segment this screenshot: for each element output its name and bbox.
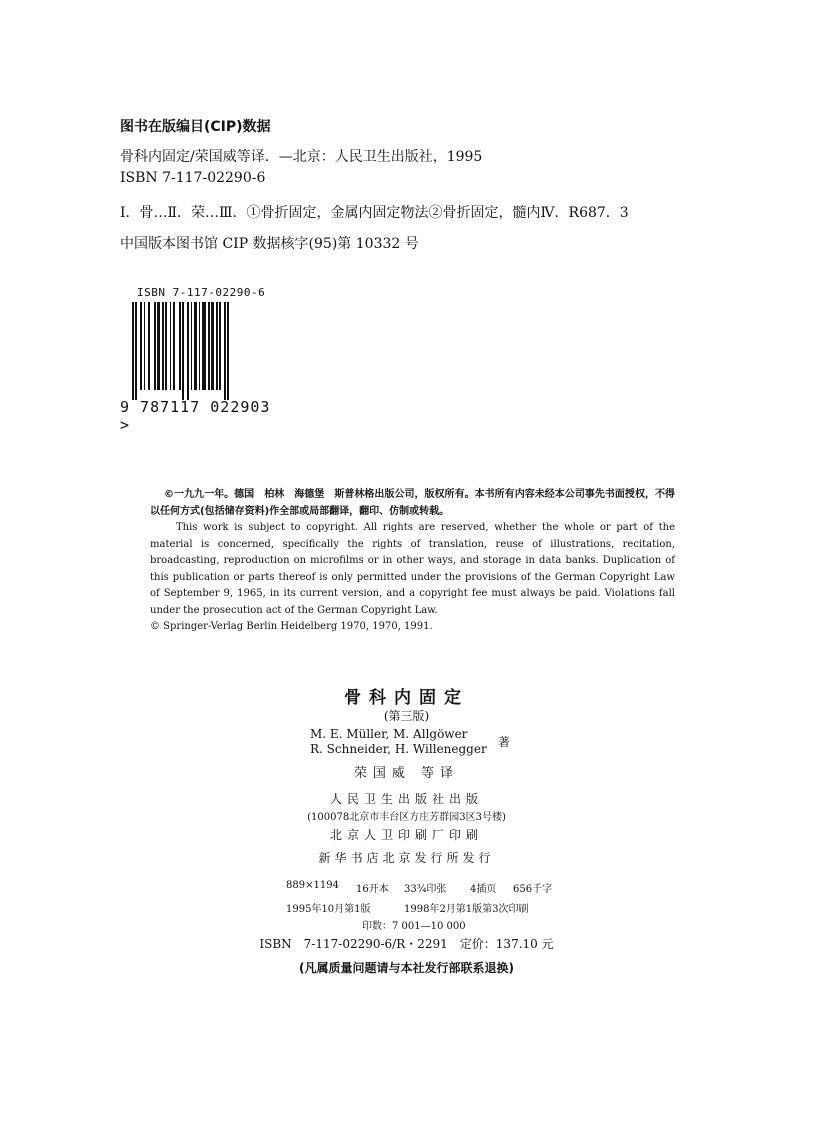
spec-sheets: 33¾印张 [404, 884, 447, 895]
edition-label: (第三版) [383, 709, 430, 723]
copyright-springer: © Springer-Verlag Berlin Heidelberg 1970, 1970, 1991. [150, 621, 433, 632]
authors-line-1: M. E. Müller, M. Allgöwer [310, 727, 468, 741]
spec-format: 889×1194 [286, 880, 339, 891]
authors-line-2: R. Schneider, H. Willenegger [310, 742, 487, 756]
publisher-address: (100078北京市丰台区方庄芳群园3区3号楼) [307, 812, 506, 823]
barcode-isbn-label: ISBN 7-117-02290-6 [137, 286, 266, 299]
spec-words: 656千字 [513, 884, 553, 895]
barcode-bars [132, 302, 282, 400]
printing-date: 1998年2月第1版第3次印刷 [404, 904, 529, 915]
copyright-block [150, 487, 675, 636]
spec-size: 16开本 [356, 884, 389, 895]
cip-isbn-line: ISBN 7-117-02290-6 [120, 170, 266, 186]
copyright-english: This work is subject to copyright. All rights are reserved, whether the whole or part of the material is concerned, specifically the rights of translation, reuse of illustrations, recitation, broadcasting, reproduction on microfilms or in other ways, and storage in data banks. Duplication of this publication or parts thereof is only permitted under the provisions of the German Copyright Law of September 9, 1965, in its current version, and a copyright fee must always be paid. Violations fall under the prosecution act of the German Copyright Law. [150, 522, 675, 616]
printer-line: 北京人卫印刷厂印刷 [329, 828, 483, 842]
spec-plates: 4插页 [470, 884, 497, 895]
barcode-digits: 9 787117 022903 > [120, 398, 271, 434]
isbn-barcode [120, 286, 290, 434]
cip-title-line: 骨科内固定/荣国威等译．—北京：人民卫生出版社，1995 [120, 149, 483, 165]
isbn-price-line: ISBN 7-117-02290-6/R・2291 定价：137.10 元 [259, 937, 554, 951]
author-list [310, 727, 487, 757]
cip-heading: 图书在版编目(CIP)数据 [120, 119, 271, 135]
first-edition-date: 1995年10月第1版 [286, 904, 371, 915]
copyright-chinese: ©一九九一年。德国 柏林 海德堡 斯普林格出版公司，版权所有。本书所有内容未经本公司事先书面授权，不得以任何方式(包括储存资料)作全部或局部翻译，翻印、仿制或转载。 [150, 489, 675, 517]
book-title: 骨科内固定 [344, 688, 469, 708]
cip-record-line: 中国版本图书馆 CIP 数据核字(95)第 10332 号 [120, 236, 419, 252]
translator-line: 荣国威 等译 [353, 766, 460, 781]
author-role: 著 [498, 735, 511, 749]
cip-subject-line: Ⅰ．骨…Ⅱ．荣…Ⅲ．①骨折固定，金属内固定物法②骨折固定，髓内Ⅳ．R687．3 [120, 205, 629, 221]
publisher-line: 人民卫生出版社出版 [329, 792, 483, 806]
quality-notice: (凡属质量问题请与本社发行部联系退换) [299, 961, 514, 975]
distributor-line: 新华书店北京发行所发行 [318, 851, 495, 865]
print-run: 印数：7 001—10 000 [362, 921, 466, 932]
